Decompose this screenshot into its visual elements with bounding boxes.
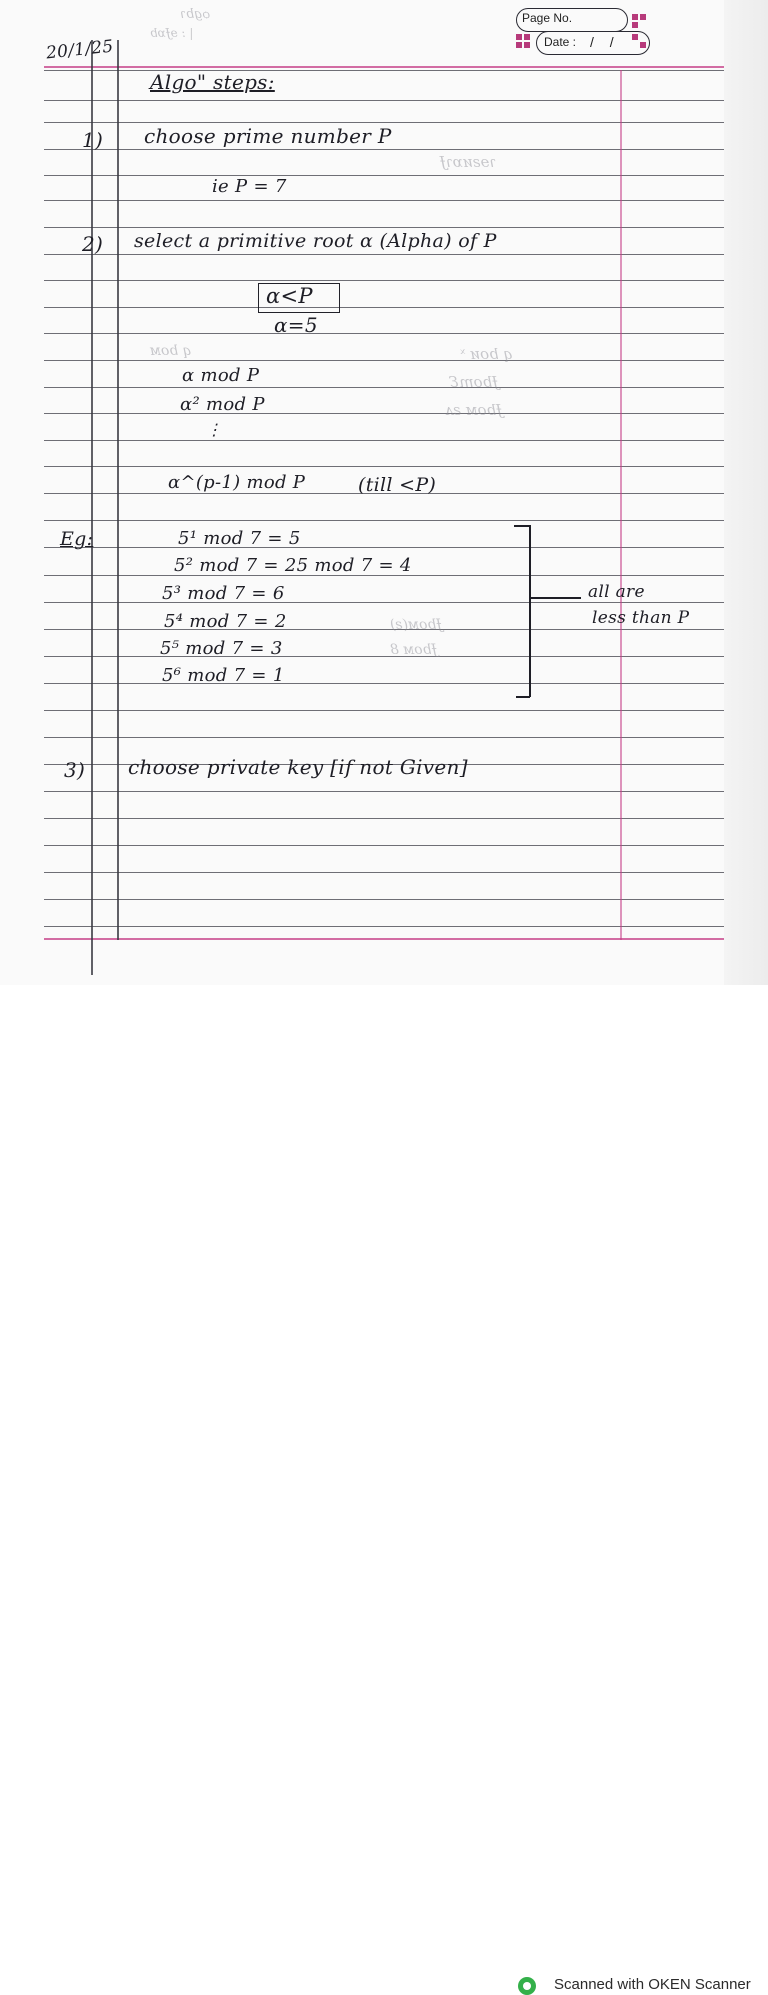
scanner-footer (0, 985, 768, 1993)
date-label: Date : (544, 35, 577, 49)
date-value: / / (590, 34, 620, 50)
margin-date: 20/1/25 (45, 36, 115, 64)
notes-heading: Algo" steps: (150, 70, 275, 94)
example-row-4: 5⁴ mod 7 = 2 (164, 611, 287, 632)
scanner-watermark: Scanned with OKEN Scanner (554, 1976, 751, 1993)
notebook-page (0, 0, 768, 985)
bleed-through-text: | : ɘɈɒb (150, 26, 194, 40)
bracket (514, 525, 530, 527)
formula-line-4: α^(p-1) mod P (168, 472, 306, 493)
bleed-through-line (620, 70, 622, 940)
example-row-1: 5¹ mod 7 = 5 (178, 528, 301, 549)
bleed-through-text: ɿɘƨᴎɒɿɈ (440, 153, 497, 171)
step-1-number: 1) (82, 128, 104, 152)
arrow-icon (531, 597, 581, 599)
bleed-through-text: Ɉboᴍ(ƨ) (390, 617, 443, 633)
step-1-text: choose prime number P (144, 124, 392, 148)
formula-line-3: ⋮ (206, 420, 223, 439)
bleed-through-text: q boᴍ (150, 343, 192, 359)
formula-line-2: α² mod P (180, 394, 265, 415)
left-margin-line (91, 40, 93, 975)
alpha-value: α=5 (274, 313, 318, 337)
top-margin-line (44, 66, 724, 68)
bleed-through-text: Ɉboᴍ 8 (390, 642, 438, 658)
bleed-through-text: Ɉboᴍ ƨᴧ (445, 401, 503, 419)
bracket (529, 525, 531, 697)
scanner-logo-icon (518, 1977, 536, 1995)
formula-note: (till <P) (358, 474, 437, 496)
example-row-6: 5⁶ mod 7 = 1 (162, 665, 285, 686)
step-2-text: select a primitive root α (Alpha) of P (134, 230, 497, 252)
step-3-text: choose private key [if not Given] (128, 755, 468, 779)
bleed-through-text: ѻgbɿ (180, 7, 211, 22)
step-3-number: 3) (64, 758, 86, 782)
bleed-through-text: ɈbomƐ (450, 373, 499, 391)
side-note-2: less than P (592, 608, 690, 628)
left-margin-line-2 (117, 40, 119, 940)
bleed-through-text: q boᴎ ˣ (460, 345, 514, 363)
alpha-constraint: α<P (266, 284, 313, 308)
bracket (516, 696, 530, 698)
formula-line-1: α mod P (182, 365, 260, 386)
example-label: Eg: (60, 528, 94, 550)
corner-ornament-icon (632, 34, 648, 50)
bottom-margin-line (44, 938, 724, 940)
step-1-example: ie P = 7 (212, 176, 287, 197)
side-note-1: all are (588, 582, 645, 602)
corner-ornament-icon (516, 34, 532, 50)
example-row-3: 5³ mod 7 = 6 (162, 583, 285, 604)
step-2-number: 2) (82, 232, 104, 256)
example-row-5: 5⁵ mod 7 = 3 (160, 638, 283, 659)
page-number-label: Page No. (522, 11, 573, 25)
corner-ornament-icon (632, 14, 648, 30)
example-row-2: 5² mod 7 = 25 mod 7 = 4 (174, 555, 412, 576)
